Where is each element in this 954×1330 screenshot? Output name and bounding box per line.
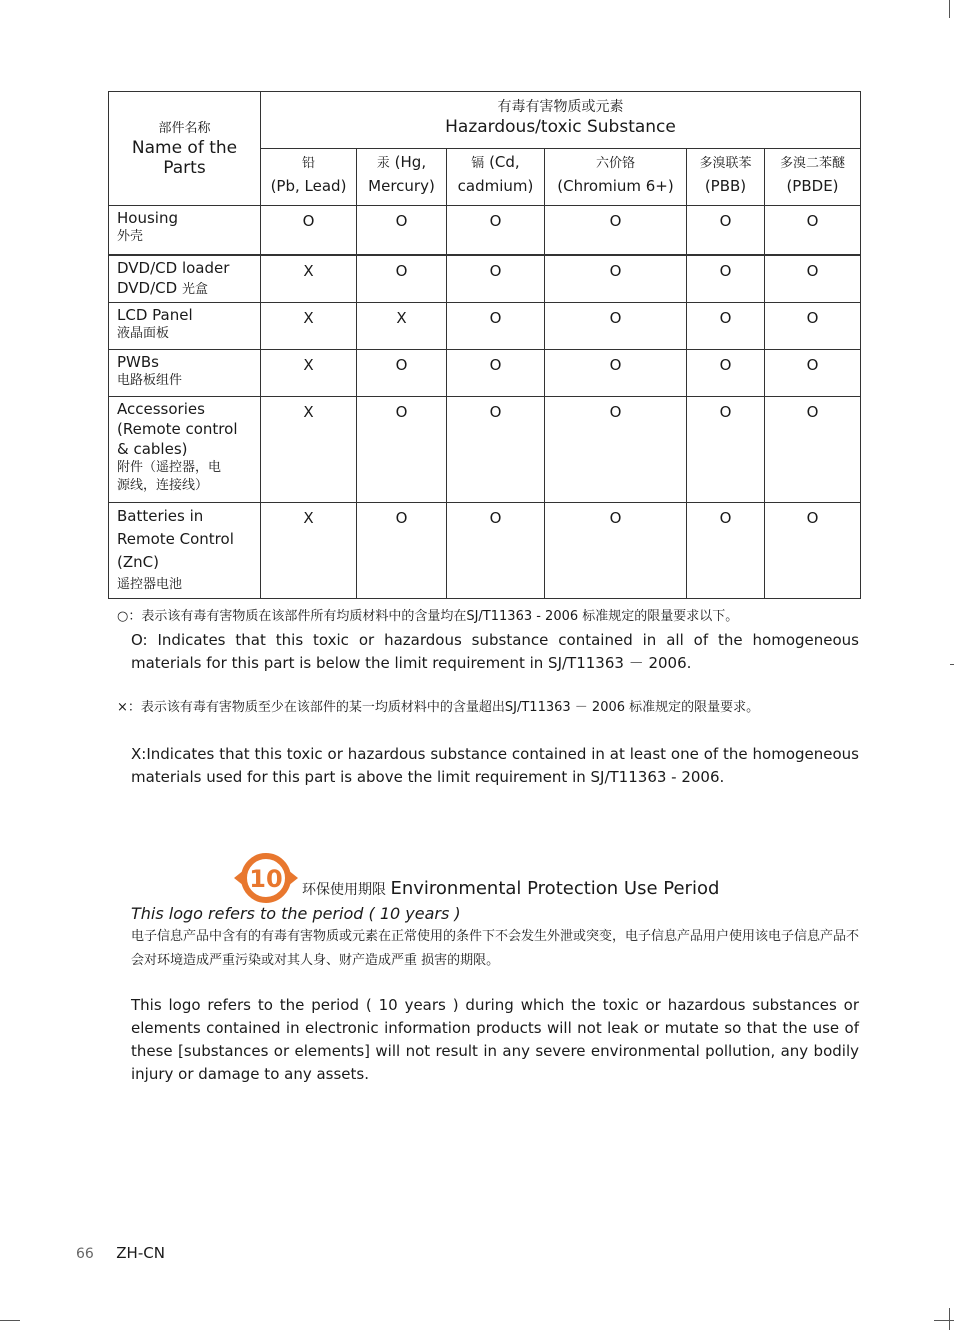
part-name-cell xyxy=(109,255,261,303)
substance-column-zh xyxy=(447,151,544,175)
table-row xyxy=(109,255,861,303)
epup-10-logo-icon xyxy=(234,850,298,906)
part-name-en-text: (ZnC) xyxy=(117,553,159,571)
part-name-en xyxy=(117,399,260,419)
part-name-en-text: DVD/CD loader xyxy=(117,258,230,277)
epup-desc-zh: 电子信息产品中含有的有毒有害物质或元素在正常使用的条件下不会发生外泄或突变，电子信息产品用户使用该电子信息产品不会对环境造成严重污染或对其人身、财产造成严重 损害的期限。 xyxy=(131,929,860,968)
part-name-en xyxy=(117,278,260,299)
compliant-mark: O xyxy=(357,206,447,255)
part-name-en xyxy=(117,258,260,278)
crop-mark xyxy=(950,664,954,665)
part-name-en xyxy=(117,208,260,228)
substance-column-en: (Pb, Lead) xyxy=(270,177,347,195)
part-name-en xyxy=(117,505,260,528)
substance-column-en: (PBB) xyxy=(704,177,747,195)
substance-column-header xyxy=(447,149,545,206)
substance-column-zh xyxy=(545,151,686,175)
compliant-mark: O xyxy=(447,350,545,397)
note-x-en: X:Indicates that this toxic or hazardous substance contained in at least one of the homogeneous materials used for this part is above the limit requirement in SJ/T11363 - 2006. xyxy=(131,745,859,786)
crop-mark xyxy=(0,1320,20,1321)
hazardous-substance-table xyxy=(108,91,861,599)
parts-header-en-2: Parts xyxy=(163,157,206,178)
part-name-zh-inline: 光盒 xyxy=(181,281,208,297)
table-row xyxy=(109,350,861,397)
part-name-en xyxy=(117,419,260,439)
compliant-mark: O xyxy=(545,255,687,303)
substance-column-zh xyxy=(765,151,860,175)
note-o-zh: ○：表示该有毒有害物质在该部件所有均质材料中的含量均在SJ/T11363 - 2006 标准规定的限量要求以下。 xyxy=(117,609,739,624)
compliant-mark: O xyxy=(687,255,765,303)
part-name-en-text: & cables) xyxy=(117,440,188,458)
exceeds-mark: X xyxy=(357,303,447,350)
page-number: 66 xyxy=(76,1246,94,1262)
compliant-mark: O xyxy=(687,397,765,503)
substance-column-zh xyxy=(261,151,356,175)
substance-column-zh-text: 多溴联苯 xyxy=(699,156,752,171)
epup-desc-en: This logo refers to the period ( 10 years ) during which the toxic or hazardous substances or elements contained in electronic information products will not leak or mutate so that the use of these [substances or elements] will not result in any severe environmental pollution, any bodily injury or damage to any assets. xyxy=(131,996,859,1083)
part-name-zh: 遥控器电池 xyxy=(117,577,183,592)
compliant-mark: O xyxy=(447,397,545,503)
part-name-en xyxy=(117,551,260,574)
part-name-en-text: (Remote control xyxy=(117,420,238,438)
part-name-en-text: Housing xyxy=(117,209,178,227)
part-name-en-text: DVD/CD xyxy=(117,278,182,297)
substance-column-header xyxy=(261,149,357,206)
compliant-mark: O xyxy=(357,255,447,303)
epup-italic-line: This logo refers to the period ( 10 years ) xyxy=(131,904,461,923)
substance-column-zh xyxy=(687,151,764,175)
substance-column-en: cadmium) xyxy=(457,177,534,195)
part-name-zh: 附件（遥控器，电 xyxy=(117,460,222,475)
part-name-en xyxy=(117,439,260,459)
substance-column-inline: (Hg, xyxy=(389,153,427,171)
compliant-mark: O xyxy=(765,255,861,303)
part-name-cell xyxy=(109,397,261,503)
compliant-mark: O xyxy=(687,303,765,350)
epup-title xyxy=(302,878,719,899)
compliant-mark: O xyxy=(765,397,861,503)
compliant-mark: O xyxy=(447,503,545,599)
part-name-en-text: LCD Panel xyxy=(117,306,193,324)
compliant-mark: O xyxy=(765,206,861,255)
crop-mark xyxy=(949,1308,950,1330)
compliant-mark: O xyxy=(261,206,357,255)
exceeds-mark: X xyxy=(261,255,357,303)
substance-column-en: (Chromium 6+) xyxy=(557,177,674,195)
part-name-en-text: Remote Control xyxy=(117,530,234,548)
substance-column-inline: (Cd, xyxy=(484,153,520,171)
table-row xyxy=(109,206,861,255)
part-name-cell xyxy=(109,350,261,397)
compliant-mark: O xyxy=(545,206,687,255)
compliant-mark: O xyxy=(765,503,861,599)
epup-title-zh: 环保使用期限 xyxy=(302,882,391,898)
compliant-mark: O xyxy=(687,206,765,255)
substance-column-header xyxy=(687,149,765,206)
exceeds-mark: X xyxy=(261,397,357,503)
compliant-mark: O xyxy=(545,303,687,350)
epup-title-en: Environmental Protection Use Period xyxy=(390,878,720,899)
part-name-cell xyxy=(109,503,261,599)
part-name-en-text: Batteries in xyxy=(117,507,204,525)
svg-text:10: 10 xyxy=(249,865,283,893)
table-row xyxy=(109,303,861,350)
substance-header xyxy=(261,92,861,149)
part-name-cell xyxy=(109,206,261,255)
compliant-mark: O xyxy=(545,397,687,503)
substance-column-zh-text: 多溴二苯醚 xyxy=(779,156,845,171)
substance-column-en: Mercury) xyxy=(368,177,435,195)
part-name-en xyxy=(117,305,260,325)
compliant-mark: O xyxy=(765,303,861,350)
substance-column-zh-text: 铅 xyxy=(301,156,315,171)
compliant-mark: O xyxy=(357,350,447,397)
table-header-row xyxy=(109,92,861,149)
exceeds-mark: X xyxy=(261,350,357,397)
compliant-mark: O xyxy=(447,206,545,255)
parts-header-zh: 部件名称 xyxy=(158,120,211,136)
crop-mark xyxy=(949,0,950,18)
part-name-en xyxy=(117,528,260,551)
note-o-en: O: Indicates that this toxic or hazardous substance contained in all of the homogeneous materials for this part is below the limit requirement in SJ/T11363 － 2006. xyxy=(131,631,859,672)
part-name-zh: 源线，连接线） xyxy=(117,478,209,493)
compliant-mark: O xyxy=(765,350,861,397)
compliant-mark: O xyxy=(357,397,447,503)
part-name-zh: 外壳 xyxy=(117,229,144,244)
compliant-mark: O xyxy=(447,255,545,303)
part-name-en-text: Accessories xyxy=(117,400,205,418)
part-name-zh: 液晶面板 xyxy=(117,326,170,341)
parts-header-en-1: Name of the xyxy=(131,137,238,158)
compliant-mark: O xyxy=(447,303,545,350)
exceeds-mark: X xyxy=(261,303,357,350)
substance-column-zh-text: 汞 xyxy=(376,156,390,171)
substance-column-zh-text: 六价铬 xyxy=(595,156,635,171)
substance-column-header xyxy=(545,149,687,206)
parts-header xyxy=(109,92,261,206)
language-code: ZH-CN xyxy=(116,1244,165,1262)
substance-column-zh xyxy=(357,151,446,175)
compliant-mark: O xyxy=(545,350,687,397)
compliant-mark: O xyxy=(687,503,765,599)
part-name-en-text: PWBs xyxy=(117,353,159,371)
table-row xyxy=(109,503,861,599)
part-name-en xyxy=(117,352,260,372)
exceeds-mark: X xyxy=(261,503,357,599)
compliant-mark: O xyxy=(545,503,687,599)
crop-mark xyxy=(934,1320,954,1321)
substance-header-zh: 有毒有害物质或元素 xyxy=(497,99,624,115)
page-footer xyxy=(76,1244,165,1262)
table-row xyxy=(109,397,861,503)
substance-column-zh-text: 镉 xyxy=(471,156,485,171)
compliant-mark: O xyxy=(357,503,447,599)
substance-column-en: (PBDE) xyxy=(786,177,839,195)
substance-column-header xyxy=(357,149,447,206)
substance-column-header xyxy=(765,149,861,206)
part-name-cell xyxy=(109,303,261,350)
note-x-zh: ×：表示该有毒有害物质至少在该部件的某一均质材料中的含量超出SJ/T11363 － 2006 标准规定的限量要求。 xyxy=(117,700,760,715)
part-name-zh: 电路板组件 xyxy=(117,373,183,388)
compliant-mark: O xyxy=(687,350,765,397)
substance-header-en: Hazardous/toxic Substance xyxy=(445,117,676,137)
